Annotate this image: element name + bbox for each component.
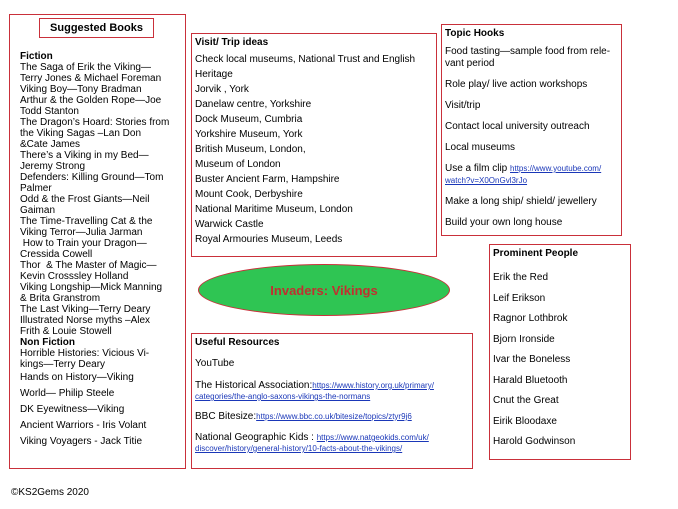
fiction-book-line: Kevin Crosssley Holland [20,271,129,282]
historical-association-link-cont[interactable]: categories/the-anglo-saxons-vikings-the-normans [195,392,371,401]
fiction-book-line: Jeremy Strong [20,161,86,172]
hook-make: Make a long ship/ shield/ jewellery [445,196,597,207]
visit-trip-item: Buster Ancient Farm, Hampshire [195,174,340,185]
fiction-book-line: Todd Stanton [20,106,79,117]
prominent-person: Bjorn Ironside [493,333,555,345]
fiction-list [20,62,184,337]
resource-historical-association [195,380,471,402]
page-title: Invaders: Vikings [270,282,378,298]
visit-trip-item: Jorvik , York [195,84,249,95]
fiction-book-line: Gaiman [20,205,56,216]
title-ellipse [198,264,450,316]
film-clip-link[interactable]: https://www.youtube.com/ [510,164,602,173]
prominent-people-heading: Prominent People [493,248,579,259]
natgeo-link[interactable]: https://www.natgeokids.com/uk/ [316,433,429,442]
suggested-books-heading-box [39,18,154,38]
nonfiction-list-b [20,370,184,450]
fiction-book-line: Frith & Louie Stowell [20,326,112,337]
fiction-book-line: The Saga of Erik the Viking— [20,62,151,73]
prominent-person: Harold Godwinson [493,436,576,447]
visit-trip-content [195,37,435,247]
resource-youtube: YouTube [195,358,235,369]
fiction-book-line: & Brita Granstrom [20,293,101,304]
visit-trip-item: Yorkshire Museum, York [195,129,303,140]
fiction-book-line: Thor & The Master of Magic— [20,260,157,271]
hook-food-line1: Food tasting—sample food from rele- [445,46,611,57]
nonfiction-book-line: Hands on History—Viking [20,372,134,383]
books-list [20,51,184,450]
prominent-people-content [493,248,629,453]
hook-build: Build your own long house [445,217,563,228]
useful-resources-heading: Useful Resources [195,337,280,348]
topic-hooks-content [445,28,621,229]
nonfiction-book-line: Viking Voyagers - Jack Titie [20,436,143,447]
prominent-person: Eirik Bloodaxe [493,415,557,427]
natgeo-link-cont[interactable]: discover/history/general-history/10-facts-about-the-vikings/ [195,444,403,453]
resource-bbc [195,411,471,423]
prominent-person: Cnut the Great [493,395,559,406]
nonfiction-book-line: DK Eyewitness—Viking [20,404,125,415]
bbc-bitesize-link[interactable]: https://www.bbc.co.uk/bitesize/topics/ztyr9j6 [256,412,412,421]
nonfiction-heading: Non Fiction [20,337,75,348]
hook-food [445,46,621,70]
resource-natgeo [195,432,471,454]
visit-trip-item: Check local museums, National Trust and English [195,54,416,65]
visit-trip-list [195,52,435,247]
nonfiction-book-line: kings—Terry Deary [20,359,106,370]
fiction-book-line: Defenders: Killing Ground—Tom [20,172,164,183]
suggested-books-heading: Suggested Books [50,22,143,34]
visit-trip-item: Museum of London [195,159,281,170]
ha-text: The Historical Association: [195,380,313,391]
prominent-person: Ragnor Lothbrok [493,313,568,324]
nonfiction-book-line: Ancient Warriors - Iris Volant [20,420,147,431]
visit-trip-item: Mount Cook, Derbyshire [195,189,303,200]
fiction-book-line: The Dragon’s Hoard: Stories from [20,117,170,128]
hook-film-text: Use a film clip [445,163,511,174]
fiction-book-line: The Last Viking—Terry Deary [20,304,151,315]
prominent-person: Erik the Red [493,272,549,283]
hook-film [445,163,621,187]
fiction-book-line: Viking Longship—Mick Manning [20,282,163,293]
fiction-book-line: Viking Terror—Julia Jarman [20,227,143,238]
fiction-book-line: Illustrated Norse myths –Alex [20,315,151,326]
fiction-book-line: Viking Boy—Tony Bradman [20,84,142,95]
fiction-book-line: There’s a Viking in my Bed— [20,150,149,161]
hook-food-line2: vant period [445,58,495,69]
visit-trip-item: National Maritime Museum, London [195,204,353,215]
fiction-book-line: Arthur & the Golden Rope—Joe [20,95,162,106]
fiction-book-line: The Time-Travelling Cat & the [20,216,153,227]
visit-trip-item: British Museum, London, [195,144,306,155]
fiction-book-line: the Viking Sagas –Lan Don [20,128,142,139]
natgeo-text: National Geographic Kids : [195,432,317,443]
bbc-text: BBC Bitesize: [195,411,257,422]
visit-trip-item: Heritage [195,69,233,80]
visit-trip-item: Danelaw centre, Yorkshire [195,99,312,110]
visit-trip-item: Warwick Castle [195,219,264,230]
prominent-person: Ivar the Boneless [493,354,571,365]
fiction-book-line: Cressida Cowell [20,249,93,260]
prominent-person: Harald Bluetooth [493,374,568,386]
hook-visit: Visit/trip [445,100,481,111]
fiction-book-line: &Cate James [20,139,81,150]
fiction-heading: Fiction [20,51,53,62]
nonfiction-list-a [20,348,184,370]
fiction-book-line: Terry Jones & Michael Foreman [20,73,162,84]
nonfiction-book-line: Horrible Histories: Vicious Vi- [20,348,150,359]
useful-resources-content [195,337,471,454]
hook-contact: Contact local university outreach [445,121,590,132]
topic-hooks-heading: Topic Hooks [445,28,505,39]
visit-trip-item: Royal Armouries Museum, Leeds [195,234,343,245]
copyright-footer: ©KS2Gems 2020 [11,487,89,498]
hook-roleplay: Role play/ live action workshops [445,79,588,90]
fiction-book-line: How to Train your Dragon— [20,238,147,249]
historical-association-link[interactable]: https://www.history.org.uk/primary/ [312,381,434,390]
nonfiction-book-line: World— Philip Steele [20,388,115,399]
film-clip-link-cont[interactable]: watch?v=X0OnGvl3rJo [445,176,528,185]
fiction-book-line: Palmer [20,183,52,194]
prominent-person: Leif Erikson [493,292,546,304]
visit-trip-item: Dock Museum, Cumbria [195,114,303,125]
prominent-people-list [493,268,629,453]
fiction-book-line: Odd & the Frost Giants—Neil [20,194,150,205]
visit-trip-heading: Visit/ Trip ideas [195,37,269,48]
hook-museums: Local museums [445,142,516,153]
